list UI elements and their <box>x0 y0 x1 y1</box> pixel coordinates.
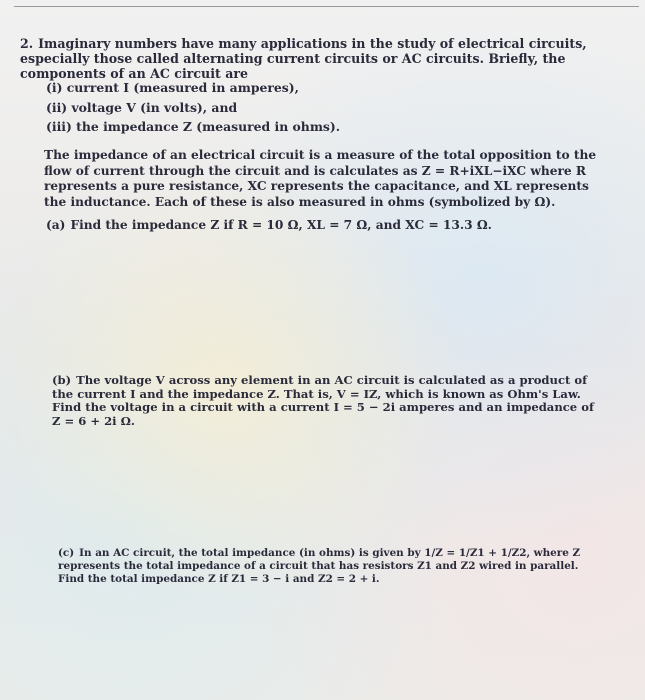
part-c-label: (c) <box>58 547 75 559</box>
part-a-text: Find the impedance Z if R = 10 Ω, XL = 7 Ω, and XC = 13.3 Ω. <box>70 218 492 232</box>
question-intro <box>20 36 620 81</box>
part-b-label: (b) <box>52 373 72 387</box>
question-intro-text: Imaginary numbers have many applications in the study of electrical circuits, especially those called alternating current circuits or AC circuits. Briefly, the components of an AC circuit are <box>20 36 587 81</box>
part-b <box>52 374 600 428</box>
list-item: (i) current I (measured in amperes), <box>46 80 299 95</box>
part-c-text: In an AC circuit, the total impedance (in ohms) is given by 1/Z = 1/Z1 + 1/Z2, where Z represents the total impedance of a circuit that has resistors Z1 and Z2 wired in parallel. Find the total impedance Z if Z1 = 3 − i and Z2 = 2 + i. <box>58 547 581 585</box>
part-a-label: (a) <box>46 218 66 232</box>
list-item: (iii) the impedance Z (measured in ohms). <box>46 119 341 134</box>
question-number: 2. <box>20 36 34 51</box>
part-b-text: The voltage V across any element in an AC circuit is calculated as a product of the current I and the impedance Z. That is, V = IZ, which is known as Ohm's Law. Find the voltage in a circuit with a current I = 5 − 2i amperes and an impedance of Z = 6 + 2i Ω. <box>52 373 594 428</box>
part-a <box>46 218 606 232</box>
component-list <box>46 78 340 137</box>
part-c <box>58 547 598 586</box>
impedance-paragraph: The impedance of an electrical circuit is a measure of the total opposition to the flow of current through the circuit and is calculates as Z = R+iXL−iXC where R represents a pure resistance, XC represents the capacitance, and XL represents the inductance. Each of these is also measured in ohms (symbolized by Ω). <box>44 148 597 209</box>
list-item: (ii) voltage V (in volts), and <box>46 99 238 115</box>
